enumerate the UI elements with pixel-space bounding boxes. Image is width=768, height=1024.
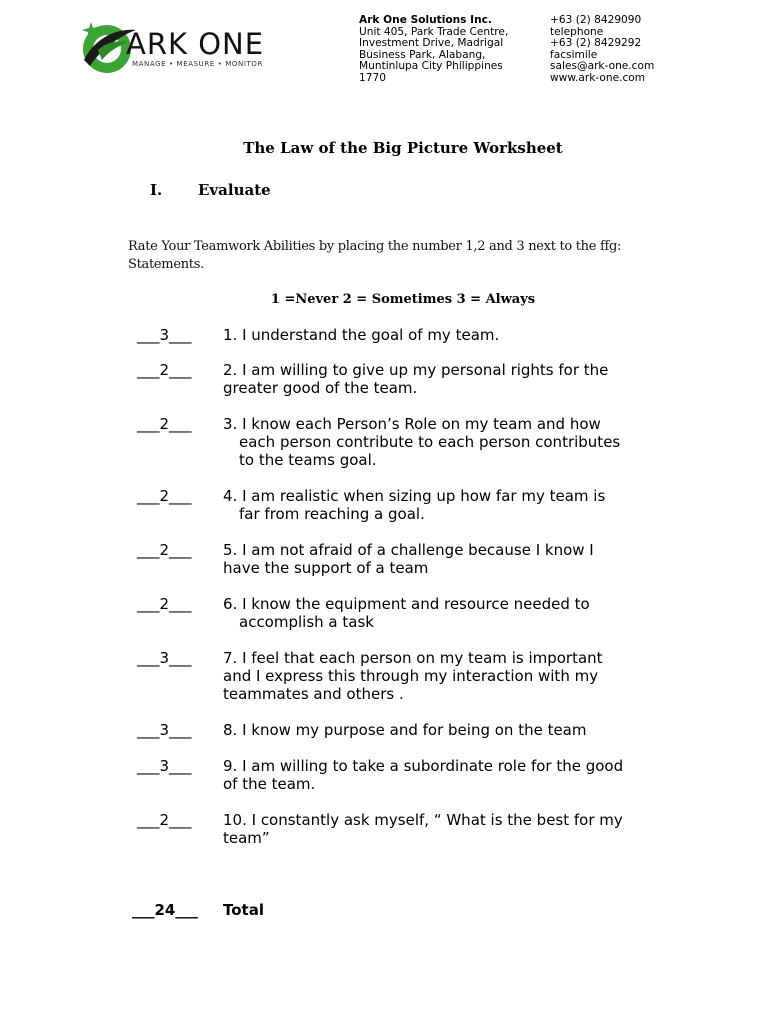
item-score: ___2___ <box>137 811 192 829</box>
item-score: ___3___ <box>137 649 192 667</box>
section-title: Evaluate <box>198 181 271 199</box>
telephone-number: +63 (2) 8429090 <box>550 14 642 26</box>
item-statement: 8. I know my purpose and for being on the team <box>223 721 587 739</box>
item-statement: 6. I know the equipment and resource needed to accomplish a task <box>223 595 590 631</box>
item-statement: 9. I am willing to take a subordinate role for the good of the team. <box>223 757 624 793</box>
item-statement: 10. I constantly ask myself, “ What is the best for my team” <box>223 811 623 847</box>
email-link[interactable]: sales@ark-one.com <box>550 60 655 73</box>
instructions-text: Rate Your Teamwork Abilities by placing the number 1,2 and 3 next to the ffg: Statements. <box>128 239 622 272</box>
address-line: 1770 <box>359 71 386 84</box>
logo-tagline: MANAGE • MEASURE • MONITOR <box>132 60 263 68</box>
item-statement: 2. I am willing to give up my personal rights for the greater good of the team. <box>223 361 609 397</box>
ark-one-logo <box>80 20 290 78</box>
item-score: ___3___ <box>137 721 192 739</box>
fax-label: facsimile <box>550 48 598 61</box>
address-line: Unit 405, Park Trade Centre, <box>359 25 509 38</box>
item-score: ___2___ <box>137 541 192 559</box>
total-label: Total <box>223 901 264 919</box>
item-statement: 1. I understand the goal of my team. <box>223 326 500 344</box>
fax-number: +63 (2) 8429292 <box>550 37 642 50</box>
item-score: ___2___ <box>137 487 192 505</box>
item-statement: 7. I feel that each person on my team is important and I express this through my interaction with my teammates and others . <box>223 649 603 703</box>
contact-block <box>550 15 654 85</box>
item-statement: 3. I know each Person’s Role on my team and how each person contribute to each person contributes to the teams goal. <box>223 415 621 469</box>
item-score: ___3___ <box>137 757 192 775</box>
website-link[interactable]: www.ark-one.com <box>550 71 646 84</box>
section-number: I. <box>150 181 163 199</box>
total-score: ___24___ <box>132 901 198 919</box>
company-address-block <box>359 15 508 85</box>
worksheet-title: The Law of the Big Picture Worksheet <box>243 139 563 157</box>
item-score: ___2___ <box>137 595 192 613</box>
logo-wordmark: ARK ONE <box>126 27 265 61</box>
address-line: Muntinlupa City Philippines <box>359 60 503 73</box>
item-score: ___2___ <box>137 415 192 433</box>
rating-scale-legend: 1 =Never 2 = Sometimes 3 = Always <box>270 292 536 307</box>
address-line: Investment Drive, Madrigal <box>359 37 504 50</box>
address-line: Business Park, Alabang, <box>359 48 486 61</box>
telephone-label: telephone <box>550 25 604 38</box>
item-score: ___3___ <box>137 326 192 344</box>
company-name: Ark One Solutions Inc. <box>359 14 492 26</box>
item-statement: 5. I am not afraid of a challenge because I know I have the support of a team <box>223 541 594 577</box>
item-statement: 4. I am realistic when sizing up how far my team is far from reaching a goal. <box>223 487 606 523</box>
item-score: ___2___ <box>137 361 192 379</box>
leaf-icon <box>80 20 102 40</box>
